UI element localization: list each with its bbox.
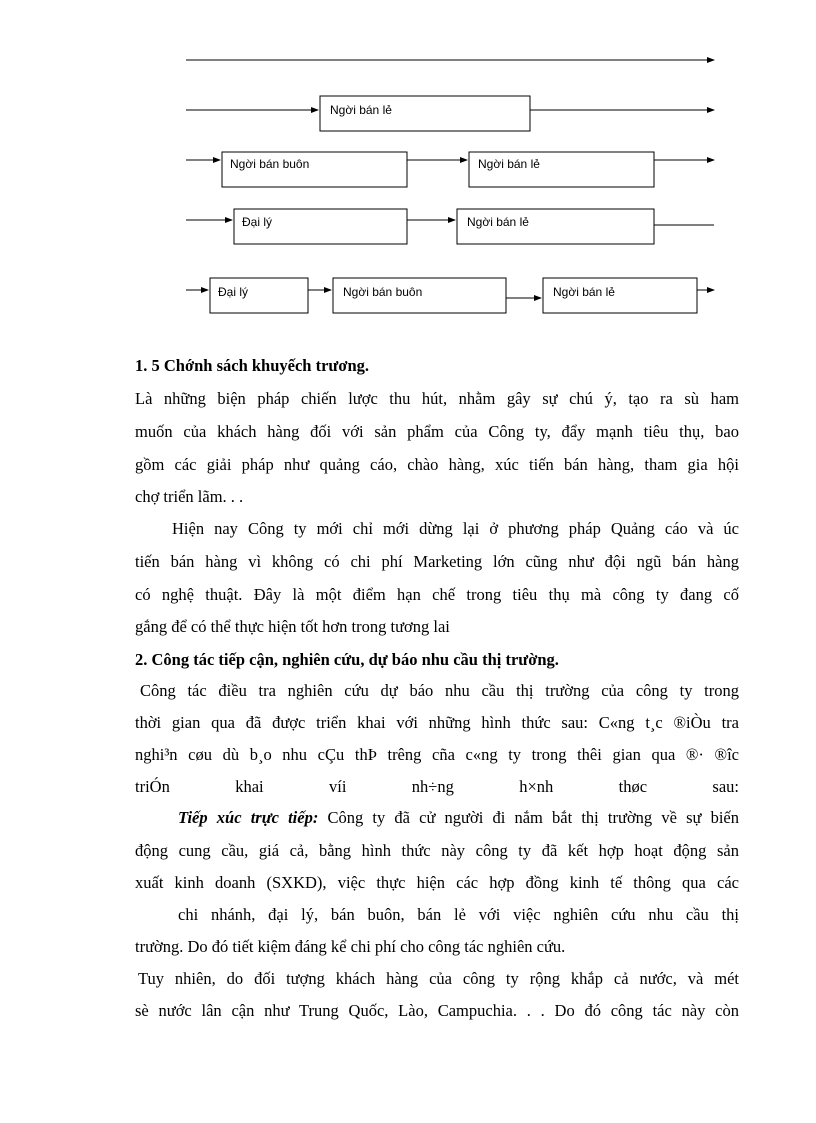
box-label: Ngời bán lẻ: [478, 157, 540, 171]
paragraph-line: Tuy nhiên, do đối tượng khách hàng của công ty rộng khắp cả nước, và mét: [138, 969, 739, 988]
section-heading: 2. Công tác tiếp cận, nghiên cứu, dự báo nhu cầu thị trường.: [135, 650, 559, 669]
paragraph-line: tiến bán hàng vì không có chi phí Marketing lớn cũng như đội ngũ bán hàng: [135, 552, 739, 571]
paragraph-line: chợ triển lãm. . .: [135, 487, 244, 506]
paragraph-line: gồm các giải pháp như quảng cáo, chào hàng, xúc tiến bán hàng, tham gia hội: [135, 455, 739, 474]
paragraph-text: Công ty đã cử người đi nắm bắt thị trường về sự biến: [318, 808, 739, 827]
box-label: Ngời bán buôn: [343, 285, 423, 299]
box-label: Ngời bán lẻ: [553, 285, 615, 299]
emphasis-lead: Tiếp xúc trực tiếp:: [178, 808, 319, 827]
paragraph-line: Hiện nay Công ty mới chỉ mới dừng lại ở phương pháp Quảng cáo và úc: [172, 519, 739, 538]
paragraph-line: có nghệ thuật. Đây là một điểm hạn chế trong tiêu thụ mà công ty đang cố: [135, 585, 739, 604]
paragraph-line: muốn của khách hàng đối với sản phẩm của Công ty, đẩy mạnh tiêu thụ, bao: [135, 422, 739, 441]
paragraph-line: động cung cầu, giá cả, bằng hình thức này công ty đã kết hợp hoạt động sản: [135, 841, 739, 860]
paragraph-line: [178, 803, 739, 833]
paragraph-line: nghi³n cøu dù b¸o nhu cÇu thÞ trêng cña c«ng ty trong thêi gian qua ®· ®îc: [135, 745, 739, 764]
section-heading: 1. 5 Chớnh sách khuyếch trương.: [135, 356, 370, 375]
box-label: Đại lý: [242, 215, 273, 229]
box-label: Ngời bán buôn: [230, 157, 310, 171]
box-label: Ngời bán lẻ: [467, 215, 529, 229]
paragraph-line: chi nhánh, đại lý, bán buôn, bán lẻ với việc nghiên cứu nhu cầu thị: [178, 905, 739, 924]
paragraph-line: trường. Do đó tiết kiệm đáng kể chi phí cho công tác nghiên cứu.: [135, 937, 566, 956]
box-label: Đại lý: [218, 285, 249, 299]
paragraph-line: sè nước lân cận như Trung Quốc, Lào, Campuchia. . . Do đó công tác này còn: [135, 1001, 739, 1020]
box-label: Ngời bán lẻ: [330, 103, 392, 117]
paragraph-line: gắng để có thể thực hiện tốt hơn trong tương lai: [135, 617, 450, 636]
paragraph-line: xuất kinh doanh (SXKD), việc thực hiện các hợp đồng kinh tế thông qua các: [135, 873, 739, 892]
distribution-channel-diagram: [0, 0, 816, 340]
paragraph-line: thời gian qua đã được triển khai với những hình thức sau: C«ng t¸c ®iÒu tra: [135, 713, 739, 732]
paragraph-line: Công tác điều tra nghiên cứu dự báo nhu cầu thị trường của công ty trong: [140, 681, 739, 700]
paragraph-line: Là những biện pháp chiến lược thu hút, nhằm gây sự chú ý, tạo ra sù ham: [135, 389, 739, 408]
paragraph-line: triÓn khai víi nh÷ng h×nh thøc sau:: [135, 777, 739, 796]
